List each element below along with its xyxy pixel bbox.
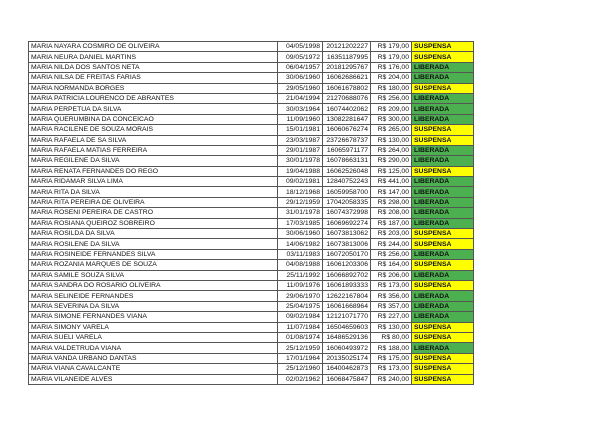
id-cell: 16066892702 xyxy=(323,270,371,280)
name-cell: MARIA NILDA DOS SANTOS NETA xyxy=(29,62,278,72)
id-cell: 16060676274 xyxy=(323,125,371,135)
value-cell: R$ 441,00 xyxy=(371,177,412,187)
table-row xyxy=(29,343,474,353)
table-row xyxy=(29,52,474,62)
name-cell: MARIA ROSINEIDE FERNANDES SILVA xyxy=(29,249,278,259)
name-cell: MARIA NORMANDA BORGES xyxy=(29,83,278,93)
name-cell: MARIA VALDETRUDA VIANA xyxy=(29,343,278,353)
id-cell: 16486529136 xyxy=(323,332,371,342)
value-cell: R$ 80,00 xyxy=(371,332,412,342)
date-cell: 17/01/1964 xyxy=(278,353,323,363)
id-cell: 16504659603 xyxy=(323,322,371,332)
date-cell: 06/04/1957 xyxy=(278,62,323,72)
status-cell: LIBERADA xyxy=(412,208,474,218)
date-cell: 25/12/1959 xyxy=(278,343,323,353)
table-row xyxy=(29,239,474,249)
date-cell: 25/12/1960 xyxy=(278,364,323,374)
value-cell: R$ 208,00 xyxy=(371,208,412,218)
id-cell: 20121202227 xyxy=(323,42,371,52)
value-cell: R$ 179,00 xyxy=(371,42,412,52)
date-cell: 29/01/1987 xyxy=(278,145,323,155)
name-cell: MARIA PERPETUA DA SILVA xyxy=(29,104,278,114)
name-cell: MARIA QUERUMBINA DA CONCEICAO xyxy=(29,114,278,124)
table-row xyxy=(29,353,474,363)
value-cell: R$ 256,00 xyxy=(371,249,412,259)
value-cell: R$ 188,00 xyxy=(371,343,412,353)
id-cell: 16062526048 xyxy=(323,166,371,176)
status-cell: LIBERADA xyxy=(412,197,474,207)
value-cell: R$ 356,00 xyxy=(371,291,412,301)
table-row xyxy=(29,135,474,145)
table-row xyxy=(29,374,474,384)
spreadsheet-table xyxy=(28,41,474,385)
date-cell: 29/05/1960 xyxy=(278,83,323,93)
id-cell: 13082281647 xyxy=(323,114,371,124)
id-cell: 12840752243 xyxy=(323,177,371,187)
name-cell: MARIA SANDRA DO ROSARIO OLIVEIRA xyxy=(29,280,278,290)
value-cell: R$ 264,00 xyxy=(371,145,412,155)
date-cell: 03/11/1983 xyxy=(278,249,323,259)
value-cell: R$ 176,00 xyxy=(371,62,412,72)
id-cell: 16062686621 xyxy=(323,73,371,83)
name-cell: MARIA VILANEIDE ALVES xyxy=(29,374,278,384)
status-cell: SUSPENSA xyxy=(412,52,474,62)
id-cell: 16061678802 xyxy=(323,83,371,93)
value-cell: R$ 180,00 xyxy=(371,83,412,93)
table-row xyxy=(29,42,474,52)
date-cell: 30/06/1960 xyxy=(278,73,323,83)
table-row xyxy=(29,208,474,218)
table-row xyxy=(29,229,474,239)
status-cell: SUSPENSA xyxy=(412,353,474,363)
id-cell: 20181295767 xyxy=(323,62,371,72)
value-cell: R$ 179,00 xyxy=(371,52,412,62)
id-cell: 16073813062 xyxy=(323,229,371,239)
name-cell: MARIA REGILENE DA SILVA xyxy=(29,156,278,166)
status-cell: LIBERADA xyxy=(412,104,474,114)
value-cell: R$ 357,00 xyxy=(371,301,412,311)
name-cell: MARIA RIDAMAR SILVA LIMA xyxy=(29,177,278,187)
status-cell: SUSPENSA xyxy=(412,364,474,374)
id-cell: 16061203306 xyxy=(323,260,371,270)
name-cell: MARIA RITA DA SILVA xyxy=(29,187,278,197)
name-cell: MARIA RAFAELA MATIAS FERREIRA xyxy=(29,145,278,155)
date-cell: 09/05/1972 xyxy=(278,52,323,62)
status-cell: LIBERADA xyxy=(412,249,474,259)
table-body xyxy=(29,42,474,385)
date-cell: 19/04/1988 xyxy=(278,166,323,176)
id-cell: 16060493972 xyxy=(323,343,371,353)
table-row xyxy=(29,73,474,83)
status-cell: LIBERADA xyxy=(412,301,474,311)
status-cell: LIBERADA xyxy=(412,291,474,301)
id-cell: 23726678737 xyxy=(323,135,371,145)
date-cell: 17/03/1985 xyxy=(278,218,323,228)
name-cell: MARIA SUELI VARELA xyxy=(29,332,278,342)
date-cell: 14/06/1982 xyxy=(278,239,323,249)
date-cell: 09/02/1981 xyxy=(278,177,323,187)
date-cell: 09/02/1984 xyxy=(278,312,323,322)
table-row xyxy=(29,280,474,290)
table-row xyxy=(29,260,474,270)
value-cell: R$ 164,00 xyxy=(371,260,412,270)
id-cell: 17042058335 xyxy=(323,197,371,207)
date-cell: 04/08/1988 xyxy=(278,260,323,270)
name-cell: MARIA SEVERINA DA SILVA xyxy=(29,301,278,311)
date-cell: 18/12/1968 xyxy=(278,187,323,197)
name-cell: MARIA VANDA URBANO DANTAS xyxy=(29,353,278,363)
table-row xyxy=(29,270,474,280)
id-cell: 16073813006 xyxy=(323,239,371,249)
id-cell: 16069692274 xyxy=(323,218,371,228)
id-cell: 20135025174 xyxy=(323,353,371,363)
value-cell: R$ 173,00 xyxy=(371,280,412,290)
value-cell: R$ 244,00 xyxy=(371,239,412,249)
id-cell: 12121071770 xyxy=(323,312,371,322)
table-row xyxy=(29,93,474,103)
status-cell: LIBERADA xyxy=(412,270,474,280)
name-cell: MARIA NEURA DANIEL MARTINS xyxy=(29,52,278,62)
date-cell: 23/03/1987 xyxy=(278,135,323,145)
id-cell: 16061668964 xyxy=(323,301,371,311)
status-cell: SUSPENSA xyxy=(412,135,474,145)
table-row xyxy=(29,145,474,155)
status-cell: SUSPENSA xyxy=(412,332,474,342)
id-cell: 16074402062 xyxy=(323,104,371,114)
value-cell: R$ 227,00 xyxy=(371,312,412,322)
value-cell: R$ 290,00 xyxy=(371,156,412,166)
date-cell: 30/01/1978 xyxy=(278,156,323,166)
id-cell: 16061893333 xyxy=(323,280,371,290)
name-cell: MARIA SELINEIDE FERNANDES xyxy=(29,291,278,301)
value-cell: R$ 206,00 xyxy=(371,270,412,280)
name-cell: MARIA ROSENI PEREIRA DE CASTRO xyxy=(29,208,278,218)
table-row xyxy=(29,291,474,301)
table-row xyxy=(29,218,474,228)
table-row xyxy=(29,177,474,187)
table-row xyxy=(29,364,474,374)
date-cell: 30/06/1960 xyxy=(278,229,323,239)
id-cell: 16065971177 xyxy=(323,145,371,155)
date-cell: 29/06/1970 xyxy=(278,291,323,301)
date-cell: 11/09/1976 xyxy=(278,280,323,290)
status-cell: LIBERADA xyxy=(412,187,474,197)
value-cell: R$ 298,00 xyxy=(371,197,412,207)
status-cell: LIBERADA xyxy=(412,114,474,124)
status-cell: SUSPENSA xyxy=(412,322,474,332)
table-row xyxy=(29,166,474,176)
name-cell: MARIA ROSIANA QUEIROZ SOBREIRO xyxy=(29,218,278,228)
date-cell: 11/07/1984 xyxy=(278,322,323,332)
table-row xyxy=(29,114,474,124)
name-cell: MARIA NILSA DE FREITAS FARIAS xyxy=(29,73,278,83)
name-cell: MARIA NAYARA COSMIRO DE OLIVEIRA xyxy=(29,42,278,52)
id-cell: 12622167804 xyxy=(323,291,371,301)
date-cell: 21/04/1994 xyxy=(278,93,323,103)
status-cell: LIBERADA xyxy=(412,145,474,155)
value-cell: R$ 130,00 xyxy=(371,322,412,332)
date-cell: 31/01/1978 xyxy=(278,208,323,218)
table-row xyxy=(29,62,474,72)
table-row xyxy=(29,249,474,259)
table-row xyxy=(29,332,474,342)
status-cell: LIBERADA xyxy=(412,62,474,72)
table-row xyxy=(29,104,474,114)
status-cell: SUSPENSA xyxy=(412,229,474,239)
table-row xyxy=(29,187,474,197)
status-cell: SUSPENSA xyxy=(412,239,474,249)
status-cell: LIBERADA xyxy=(412,156,474,166)
status-cell: SUSPENSA xyxy=(412,374,474,384)
name-cell: MARIA SAMILE SOUZA SILVA xyxy=(29,270,278,280)
id-cell: 21270688076 xyxy=(323,93,371,103)
table-row xyxy=(29,322,474,332)
date-cell: 30/03/1964 xyxy=(278,104,323,114)
status-cell: LIBERADA xyxy=(412,177,474,187)
id-cell: 16351187995 xyxy=(323,52,371,62)
status-cell: LIBERADA xyxy=(412,93,474,103)
name-cell: MARIA PATRICIA LOURENCO DE ABRANTES xyxy=(29,93,278,103)
date-cell: 25/04/1975 xyxy=(278,301,323,311)
name-cell: MARIA RAFAELA DE SA SILVA xyxy=(29,135,278,145)
value-cell: R$ 187,00 xyxy=(371,218,412,228)
name-cell: MARIA RACILENE DE SOUZA MORAIS xyxy=(29,125,278,135)
status-cell: LIBERADA xyxy=(412,343,474,353)
status-cell: SUSPENSA xyxy=(412,42,474,52)
date-cell: 01/08/1974 xyxy=(278,332,323,342)
status-cell: SUSPENSA xyxy=(412,166,474,176)
name-cell: MARIA SIMONY VARELA xyxy=(29,322,278,332)
status-cell: SUSPENSA xyxy=(412,260,474,270)
table-row xyxy=(29,312,474,322)
id-cell: 16072050170 xyxy=(323,249,371,259)
value-cell: R$ 209,00 xyxy=(371,104,412,114)
name-cell: MARIA RENATA FERNANDES DO REGO xyxy=(29,166,278,176)
id-cell: 16068475847 xyxy=(323,374,371,384)
value-cell: R$ 173,00 xyxy=(371,364,412,374)
status-cell: LIBERADA xyxy=(412,312,474,322)
status-cell: SUSPENSA xyxy=(412,125,474,135)
value-cell: R$ 130,00 xyxy=(371,135,412,145)
id-cell: 16078663131 xyxy=(323,156,371,166)
table-row xyxy=(29,197,474,207)
value-cell: R$ 204,00 xyxy=(371,73,412,83)
value-cell: R$ 256,00 xyxy=(371,93,412,103)
value-cell: R$ 203,00 xyxy=(371,229,412,239)
table-row xyxy=(29,83,474,93)
id-cell: 16059958700 xyxy=(323,187,371,197)
date-cell: 11/09/1960 xyxy=(278,114,323,124)
date-cell: 25/11/1992 xyxy=(278,270,323,280)
name-cell: MARIA ROSILENE DA SILVA xyxy=(29,239,278,249)
status-cell: SUSPENSA xyxy=(412,83,474,93)
value-cell: R$ 265,00 xyxy=(371,125,412,135)
date-cell: 15/01/1981 xyxy=(278,125,323,135)
id-cell: 16400462873 xyxy=(323,364,371,374)
name-cell: MARIA ROZANIA MARQUES DE SOUZA xyxy=(29,260,278,270)
value-cell: R$ 240,00 xyxy=(371,374,412,384)
date-cell: 29/12/1959 xyxy=(278,197,323,207)
value-cell: R$ 147,00 xyxy=(371,187,412,197)
name-cell: MARIA ROSILDA DA SILVA xyxy=(29,229,278,239)
date-cell: 02/02/1962 xyxy=(278,374,323,384)
table-row xyxy=(29,301,474,311)
name-cell: MARIA VIANA CAVALCANTE xyxy=(29,364,278,374)
value-cell: R$ 175,00 xyxy=(371,353,412,363)
name-cell: MARIA RITA PEREIRA DE OLIVEIRA xyxy=(29,197,278,207)
id-cell: 16074372998 xyxy=(323,208,371,218)
value-cell: R$ 125,00 xyxy=(371,166,412,176)
status-cell: SUSPENSA xyxy=(412,280,474,290)
table-row xyxy=(29,125,474,135)
status-cell: LIBERADA xyxy=(412,218,474,228)
table-row xyxy=(29,156,474,166)
date-cell: 04/05/1998 xyxy=(278,42,323,52)
name-cell: MARIA SIMONE FERNANDES VIANA xyxy=(29,312,278,322)
status-cell: LIBERADA xyxy=(412,73,474,83)
value-cell: R$ 300,00 xyxy=(371,114,412,124)
